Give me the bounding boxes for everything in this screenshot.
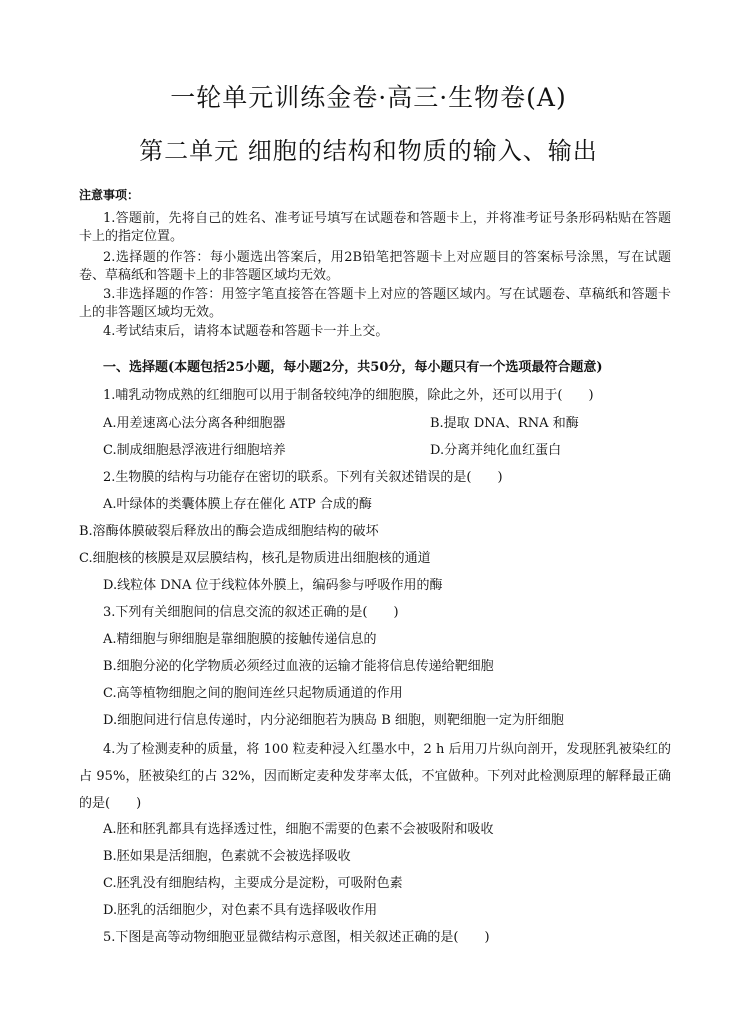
- notice-item: 3.非选择题的作答：用签字笔直接答在答题卡上对应的答题区域内。写在试题卷、草稿纸和答题卡上的非答题区域均无效。: [79, 287, 671, 320]
- question-3-option-b: B.细胞分泌的化学物质必须经过血液的运输才能将信息传递给靶细胞: [103, 659, 494, 674]
- question-1-option-b: B.提取 DNA、RNA 和酶: [430, 416, 579, 431]
- question-4-option-a: A.胚和胚乳都具有选择透过性，细胞不需要的色素不会被吸附和吸收: [103, 822, 494, 837]
- question-4-option-d: D.胚乳的活细胞少，对色素不具有选择吸收作用: [103, 903, 378, 918]
- question-2-option-b: B.溶酶体膜破裂后释放出的酶会造成细胞结构的破坏: [79, 524, 379, 539]
- notice-heading: 注意事项：: [79, 188, 140, 202]
- question-1-option-d: D.分离并纯化血红蛋白: [430, 443, 562, 458]
- question-2-option-a: A.叶绿体的类囊体膜上存在催化 ATP 合成的酶: [103, 497, 372, 512]
- notice-item: 1.答题前，先将自己的姓名、准考证号填写在试题卷和答题卡上，并将准考证号条形码粘贴在答题卡上的指定位置。: [79, 211, 671, 244]
- section-heading: 一、选择题(本题包括25小题，每小题2分，共50分，每小题只有一个选项最符合题意): [103, 360, 603, 375]
- question-2-stem: 2.生物膜的结构与功能存在密切的联系。下列有关叙述错误的是( ): [103, 470, 503, 485]
- exam-title: 一轮单元训练金卷·高三·生物卷(A): [170, 83, 567, 112]
- question-3-option-c: C.高等植物细胞之间的胞间连丝只起物质通道的作用: [103, 686, 403, 701]
- question-3-stem: 3.下列有关细胞间的信息交流的叙述正确的是( ): [103, 605, 399, 620]
- question-1-option-c: C.制成细胞悬浮液进行细胞培养: [103, 443, 286, 458]
- notice-item: 4.考试结束后，请将本试题卷和答题卡一并上交。: [103, 324, 389, 339]
- question-1-stem: 1.哺乳动物成熟的红细胞可以用于制备较纯净的细胞膜，除此之外，还可以用于( ): [103, 388, 594, 403]
- unit-title: 第二单元 细胞的结构和物质的输入、输出: [139, 137, 598, 165]
- question-5-stem: 5.下图是高等动物细胞亚显微结构示意图，相关叙述正确的是( ): [103, 930, 490, 945]
- question-3-option-a: A.精细胞与卵细胞是靠细胞膜的接触传递信息的: [103, 632, 377, 647]
- question-4-option-b: B.胚如果是活细胞，色素就不会被选择吸收: [103, 849, 351, 864]
- question-2-option-c: C.细胞核的核膜是双层膜结构，核孔是物质进出细胞核的通道: [79, 551, 431, 566]
- question-3-option-d: D.细胞间进行信息传递时，内分泌细胞若为胰岛 B 细胞，则靶细胞一定为肝细胞: [103, 713, 564, 728]
- question-4-stem: 4.为了检测麦种的质量，将 100 粒麦种浸入红墨水中，2 h 后用刀片纵向剖开，发现胚乳被染红的占 95%，胚被染红的占 32%，因而断定麦种发芽率太低，不宜做种。下列对此检测原理的解释最正确的是( ): [79, 742, 671, 811]
- question-2-option-d: D.线粒体 DNA 位于线粒体外膜上，编码参与呼吸作用的酶: [103, 578, 443, 593]
- notice-item: 2.选择题的作答：每小题选出答案后，用2B铅笔把答题卡上对应题目的答案标号涂黑，写在试题卷、草稿纸和答题卡上的非答题区域均无效。: [79, 250, 671, 283]
- question-1-option-a: A.用差速离心法分离各种细胞器: [103, 416, 286, 431]
- question-4-option-c: C.胚乳没有细胞结构，主要成分是淀粉，可吸附色素: [103, 876, 403, 891]
